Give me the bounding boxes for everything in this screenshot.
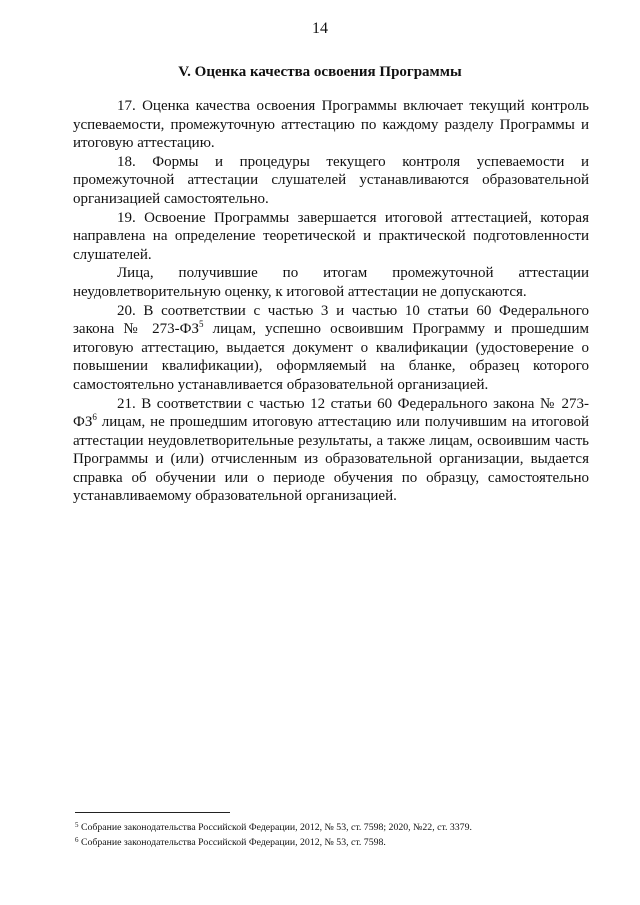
paragraph-18: 18. Формы и процедуры текущего контроля успеваемости и промежуточной аттестации слушателей устанавливаются образовательной организацией самостоятельно.	[73, 153, 589, 207]
footnote-5	[75, 820, 595, 835]
document-body	[73, 97, 589, 506]
paragraph-20	[73, 302, 589, 395]
footnote-5-mark: 5	[75, 821, 79, 829]
paragraph-21-start: 21. В соответствии с частью 12 статьи 60 Федерального закона № 273-ФЗ	[73, 395, 589, 431]
footnote-ref-5: 5	[199, 319, 204, 330]
paragraph-19-note: Лица, получившие по итогам промежуточной аттестации неудовлетворительную оценку, к итоговой аттестации не допускаются.	[73, 265, 589, 300]
footnote-ref-6: 6	[92, 412, 97, 423]
footnote-5-text: Собрание законодательства Российской Федерации, 2012, № 53, ст. 7598; 2020, №22, ст. 3379.	[78, 822, 472, 833]
footnote-6	[75, 835, 595, 850]
footnote-6-text: Собрание законодательства Российской Федерации, 2012, № 53, ст. 7598.	[78, 837, 386, 848]
paragraph-21	[73, 395, 589, 507]
paragraph-20-start: 20. В соответствии с частью 3 и частью 10 статьи 60 Федерального закона № 273-ФЗ	[73, 302, 589, 338]
section-title: V. Оценка качества освоения Программы	[178, 64, 462, 80]
paragraph-21-rest: лицам, не прошедшим итоговую аттестацию или получившим на итоговой аттестации неудовлетворительные результаты, а также лицам, освоившим часть Программы и (или) отчисленным из образовательной организации, выдается справка об обучении или о периоде обучения по образцу, самостоятельно устанавливаемому образовательной организацией.	[73, 414, 589, 505]
paragraph-17: 17. Оценка качества освоения Программы включает текущий контроль успеваемости, промежуточную аттестацию по каждому разделу Программы и итоговую аттестацию.	[73, 98, 589, 152]
footnote-6-mark: 6	[75, 836, 79, 844]
footnotes	[75, 820, 595, 850]
paragraph-20-rest: лицам, успешно освоившим Программу и прошедшим итоговую аттестацию, выдается документ о квалификации (удостоверение о повышении квалификации), оформляемый на бланке, образец которого самостоятельно устанавливается образовательной организацией.	[73, 321, 589, 393]
paragraph-19: 19. Освоение Программы завершается итоговой аттестацией, которая направлена на определение теоретической и практической подготовленности слушателей.	[73, 209, 589, 263]
footnote-divider	[75, 812, 230, 813]
page-number: 14	[312, 20, 328, 37]
